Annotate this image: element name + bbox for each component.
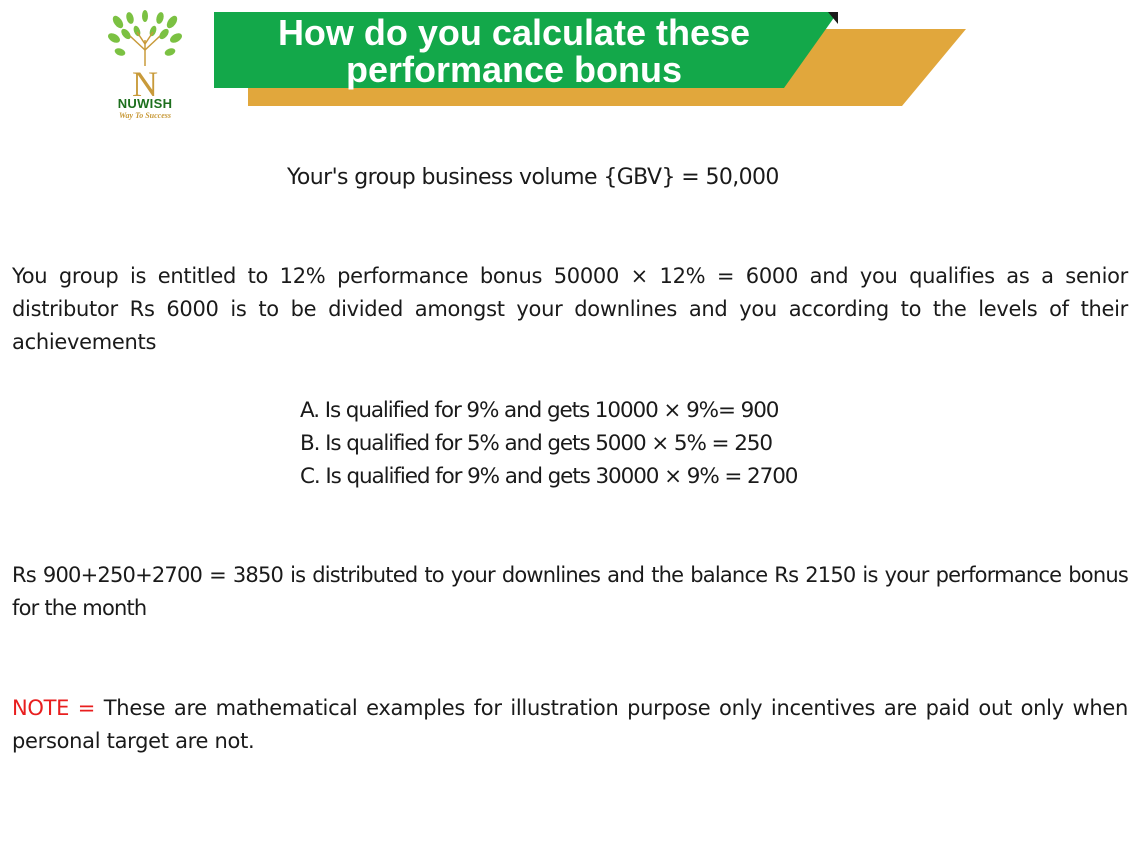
paragraph-balance: Rs 900+250+2700 = 3850 is distributed to your downlines and the balance Rs 2150 is your performance bonus for the month [12, 563, 1128, 620]
nuwish-logo [104, 10, 192, 122]
paragraph-bonus-entitlement: You group is entitled to 12% performance bonus 50000 × 12% = 6000 and you qualifies as a senior distributor Rs 6000 is to be divided amongst your downlines and you according to the levels of their achievements [12, 264, 1128, 354]
page-title [214, 14, 814, 88]
tree-logo-icon [104, 10, 192, 100]
note-text: These are mathematical examples for illustration purpose only incentives are paid out only when personal target are not. [12, 696, 1128, 753]
list-item: C. Is qualified for 9% and gets 30000 × 9% = 2700 [300, 464, 798, 489]
list-item: B. Is qualified for 5% and gets 5000 × 5% = 250 [300, 431, 772, 456]
qualification-list [300, 394, 797, 493]
title-banner [214, 10, 974, 110]
gbv-line: Your's group business volume {GBV} = 50,000 [287, 165, 779, 190]
title-line-2: performance bonus [345, 49, 683, 90]
logo-letter: N [132, 64, 158, 100]
list-item: A. Is qualified for 9% and gets 10000 × 9%= 900 [300, 398, 779, 423]
note-paragraph [12, 692, 1128, 758]
note-label: NOTE = [12, 696, 104, 720]
title-line-1: How do you calculate these [277, 12, 751, 53]
logo-brand: NUWISH [117, 96, 173, 111]
logo-tagline: Way To Success [119, 111, 171, 120]
